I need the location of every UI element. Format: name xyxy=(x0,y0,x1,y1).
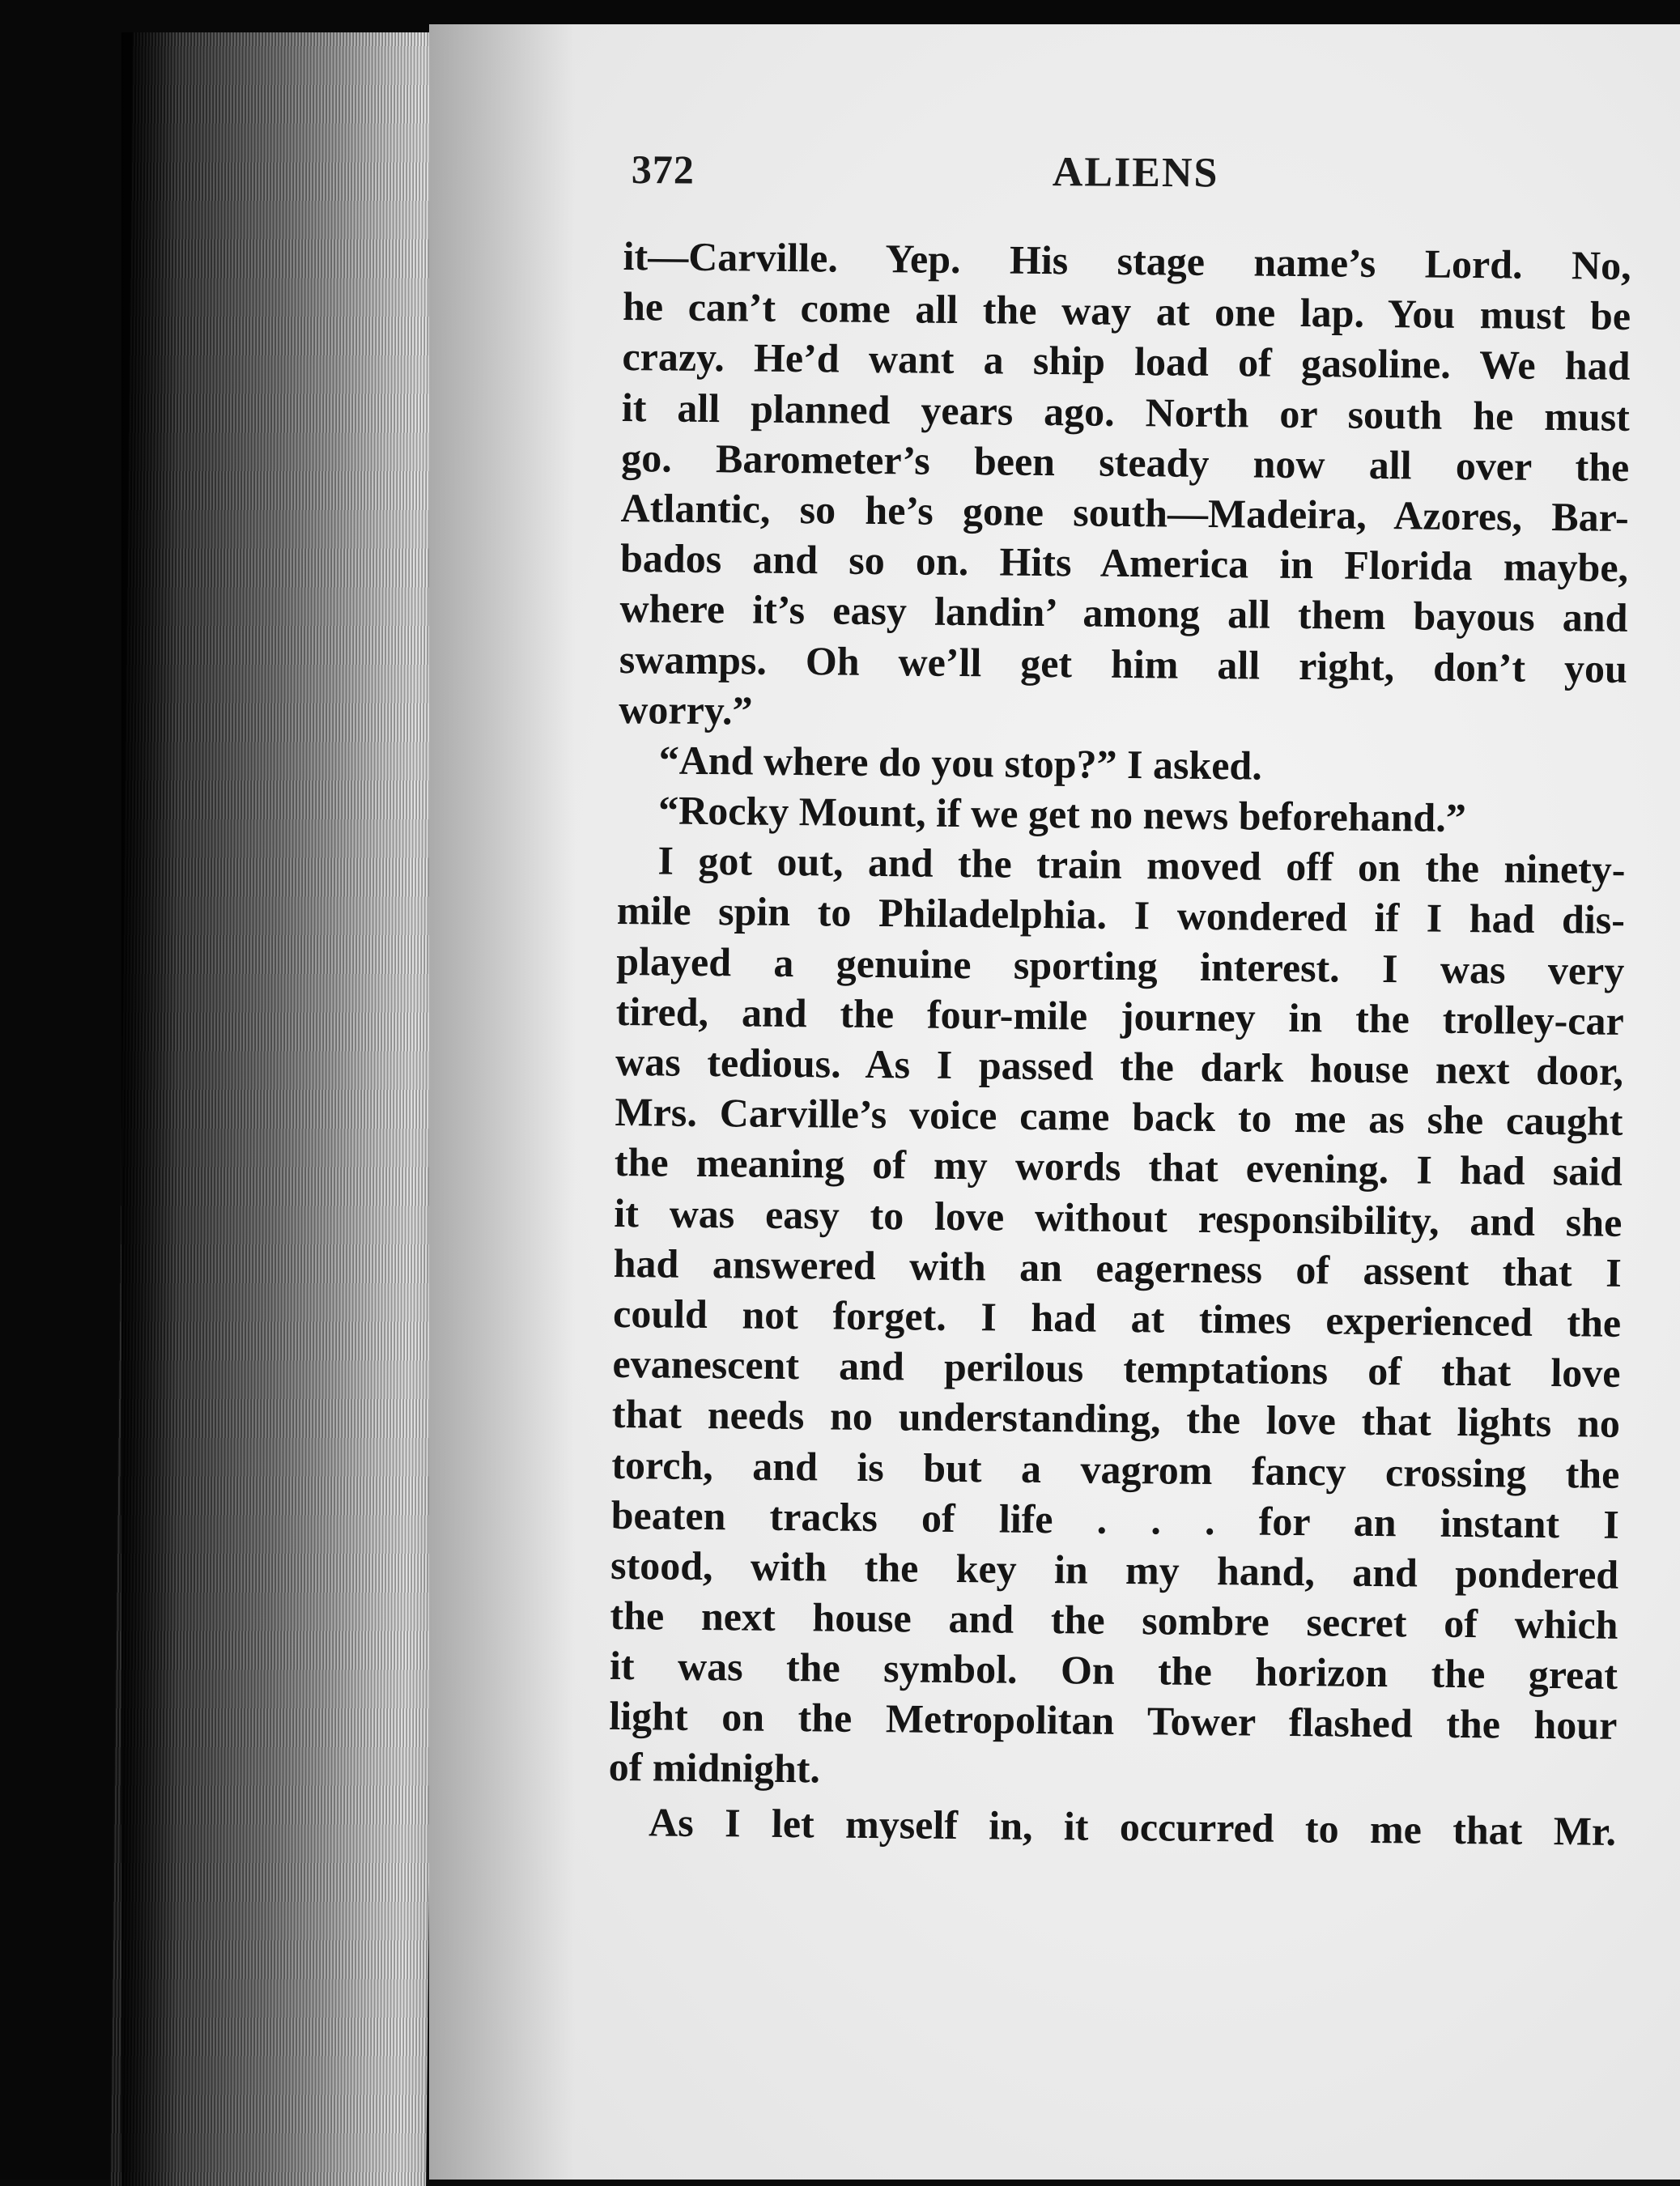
body-text xyxy=(608,231,1631,1856)
text-line: As I let myself in, it occurred to me that Mr. xyxy=(648,1799,1617,1854)
text-line: it all planned years ago. North or south he must xyxy=(621,384,1631,440)
text-line: stood, with the key in my hand, and pondered xyxy=(610,1542,1619,1597)
text-line: torch, and is but a vagrom fancy crossing the xyxy=(611,1441,1620,1497)
text-line: I got out, and the train moved off on the ninety- xyxy=(657,837,1626,893)
text-line: bados and so on. Hits America in Florida maybe, xyxy=(619,535,1629,591)
text-line: it was the symbol. On the horizon the great xyxy=(609,1643,1618,1699)
text-line: Mrs. Carville’s voice came back to me as she caught xyxy=(615,1089,1623,1145)
edge-shadow xyxy=(121,32,178,2186)
running-title: ALIENS xyxy=(1052,149,1219,197)
text-line: tired, and the four-mile journey in the trolley-car xyxy=(615,988,1624,1044)
text-line: go. Barometer’s been steady now all over the xyxy=(621,434,1630,490)
text-line: played a genuine sporting interest. I was very xyxy=(616,938,1625,993)
text-line: it was easy to love without responsibility, and she xyxy=(614,1189,1623,1245)
text-line: of midnight. xyxy=(608,1743,821,1792)
text-line: light on the Metropolitan Tower flashed the hour xyxy=(609,1693,1618,1749)
text-line: Atlantic, so he’s gone south—Madeira, Azores, Bar- xyxy=(620,484,1629,540)
text-line: the meaning of my words that evening. I had said xyxy=(614,1139,1623,1195)
gutter-shadow xyxy=(429,24,575,2180)
text-line: that needs no understanding, the love that lights no xyxy=(611,1391,1621,1447)
text-line: swamps. Oh we’ll get him all right, don’t you xyxy=(619,636,1628,691)
text-line: evanescent and perilous temptations of that love xyxy=(612,1341,1621,1397)
text-line: mile spin to Philadelphia. I wondered if I had dis- xyxy=(616,887,1626,943)
text-line: it—Carville. Yep. His stage name’s Lord. No, xyxy=(623,232,1631,288)
text-line: “And where do you stop?” I asked. xyxy=(658,737,1263,789)
text-line: where it’s easy landin’ among all them bayous and xyxy=(619,585,1628,641)
page-number: 372 xyxy=(631,146,695,193)
text-line: he can’t come all the way at one lap. You must be xyxy=(622,283,1631,339)
text-line: had answered with an eagerness of assent that I xyxy=(613,1240,1622,1295)
text-line: worry.” xyxy=(619,686,753,734)
text-line: crazy. He’d want a ship load of gasoline. We had xyxy=(622,334,1631,389)
text-line: “Rocky Mount, if we get no news beforehand.” xyxy=(657,787,1467,841)
text-line: the next house and the sombre secret of which xyxy=(610,1592,1618,1648)
text-line: was tedious. As I passed the dark house next door, xyxy=(615,1038,1624,1094)
text-line: could not forget. I had at times experienced the xyxy=(612,1290,1622,1346)
text-line: beaten tracks of life . . . for an instant I xyxy=(610,1491,1619,1547)
running-head xyxy=(632,146,1635,209)
